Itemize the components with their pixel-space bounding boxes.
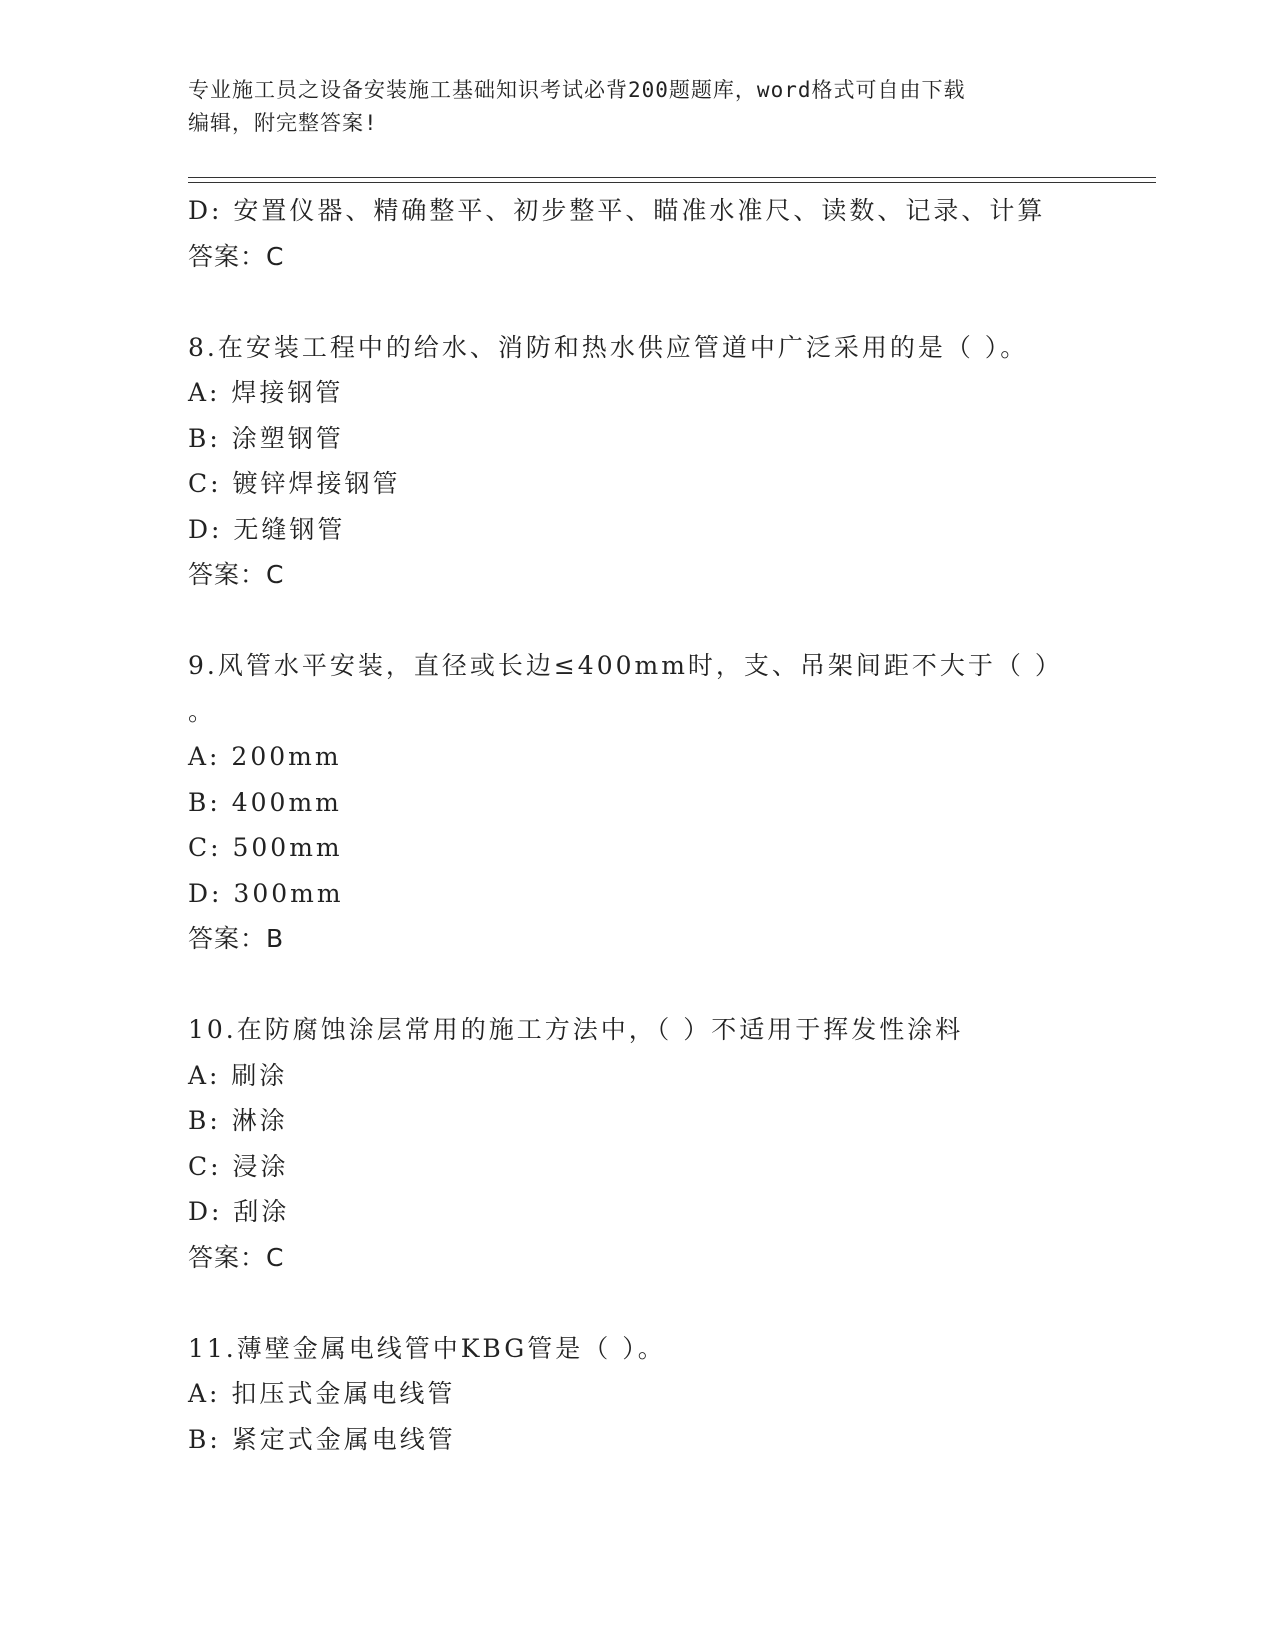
answer-line: 答案：C <box>188 241 285 271</box>
question-stem: 10.在防腐蚀涂层常用的施工方法中，（ ）不适用于挥发性涂料 <box>188 1015 964 1044</box>
question-list <box>188 188 1088 1462</box>
spacer <box>188 962 1088 1008</box>
option-b: B: 淋涂 <box>188 1106 288 1135</box>
header-title-line-2: 编辑，附完整答案! <box>188 111 378 135</box>
spacer <box>188 279 1088 325</box>
page-header <box>188 74 1088 140</box>
question-block-9 <box>188 643 1088 962</box>
option-a: A: 刷涂 <box>188 1060 288 1090</box>
header-divider-top <box>188 177 1156 178</box>
option-c: C: 浸涂 <box>188 1151 289 1181</box>
option-d: D: 安置仪器、精确整平、初步整平、瞄准水准尺、读数、记录、计算 <box>188 196 1046 225</box>
question-stem: 11.薄壁金属电线管中KBG管是（ ）。 <box>188 1333 666 1363</box>
option-a: A: 扣压式金属电线管 <box>188 1379 456 1408</box>
option-b: B: 400mm <box>188 787 342 817</box>
question-stem-continuation: 。 <box>188 696 217 726</box>
option-c: C: 500mm <box>188 833 343 862</box>
header-divider-bottom <box>188 182 1156 183</box>
answer-line: 答案：C <box>188 1242 285 1272</box>
question-block-10 <box>188 1007 1088 1280</box>
answer-line: 答案：B <box>188 924 285 953</box>
option-b: B: 涂塑钢管 <box>188 423 344 453</box>
question-stem: 9.风管水平安装，直径或长边≤400mm时，支、吊架间距不大于（ ） <box>188 651 1063 680</box>
option-c: C: 镀锌焊接钢管 <box>188 469 401 498</box>
question-stem: 8.在安装工程中的给水、消防和热水供应管道中广泛采用的是（ ）。 <box>188 332 1029 362</box>
option-d: D: 300mm <box>188 878 344 908</box>
option-d: D: 无缝钢管 <box>188 514 346 544</box>
option-a: A: 200mm <box>188 742 342 771</box>
question-block-7-tail <box>188 188 1088 279</box>
spacer <box>188 598 1088 644</box>
question-block-8 <box>188 325 1088 598</box>
option-b: B: 紧定式金属电线管 <box>188 1424 456 1454</box>
spacer <box>188 1280 1088 1326</box>
header-title-line-1: 专业施工员之设备安装施工基础知识考试必背200题题库，word格式可自由下载 <box>188 78 966 102</box>
option-d: D: 刮涂 <box>188 1197 290 1226</box>
question-block-11 <box>188 1326 1088 1463</box>
option-a: A: 焊接钢管 <box>188 378 344 407</box>
answer-line: 答案：C <box>188 560 285 589</box>
